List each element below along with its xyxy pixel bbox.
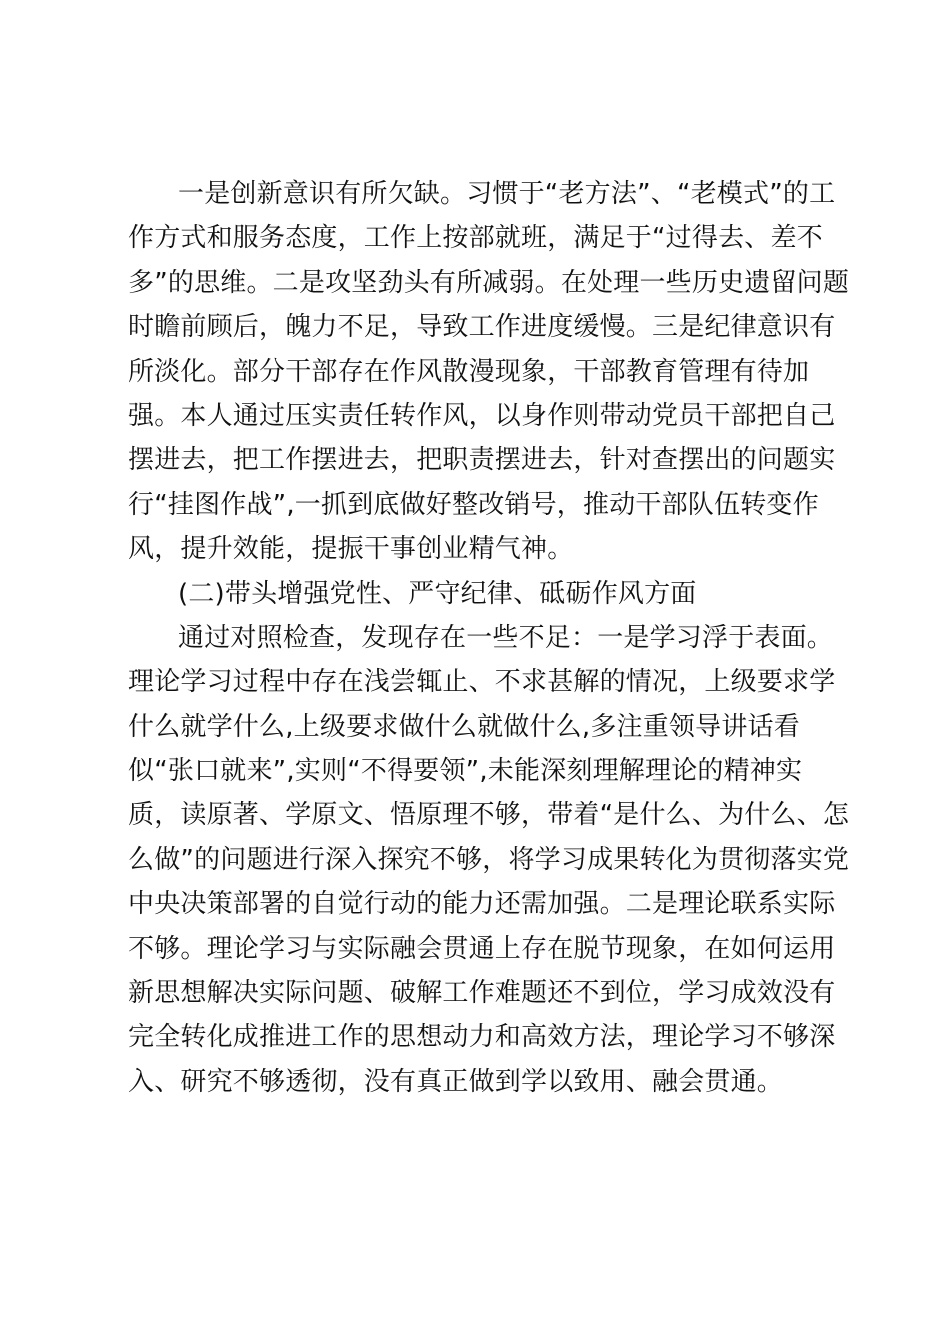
document-body [128, 172, 850, 1104]
paragraph-1-line-6: 强。本人通过压实责任转作风，以身作则带动党员干部把自己 [128, 400, 836, 431]
paragraph-1-line-9: 风，提升效能，提振干事创业精气神。 [128, 534, 574, 565]
section-heading: (二)带头增强党性、严守纪律、砥砺作风方面 [178, 578, 697, 609]
paragraph-2-line-1: 通过对照检查，发现存在一些不足：一是学习浮于表面。 [178, 622, 834, 653]
paragraph-2-line-2: 理论学习过程中存在浅尝辄止、不求甚解的情况，上级要求学 [128, 667, 836, 698]
paragraph-2-line-6: 么做”的问题进行深入探究不够，将学习成果转化为贯彻落实党 [128, 844, 850, 875]
paragraph-2-line-7: 中央决策部署的自觉行动的能力还需加强。二是理论联系实际 [128, 889, 836, 920]
paragraph-1-line-8: 行“挂图作战”,一抓到底做好整改销号，推动干部队伍转变作 [128, 489, 819, 520]
paragraph-1-line-3: 多”的思维。二是攻坚劲头有所减弱。在处理一些历史遗留问题 [128, 267, 850, 298]
paragraph-1-line-4: 时瞻前顾后，魄力不足，导致工作进度缓慢。三是纪律意识有 [128, 312, 836, 343]
paragraph-1-line-2: 作方式和服务态度，工作上按部就班，满足于“过得去、差不 [128, 223, 823, 254]
paragraph-2-line-11: 入、研究不够透彻，没有真正做到学以致用、融会贯通。 [128, 1066, 784, 1097]
paragraph-1-line-5: 所淡化。部分干部存在作风散漫现象，干部教育管理有待加 [128, 356, 810, 387]
paragraph-2-line-4: 似“张口就来”,实则“不得要领”,未能深刻理解理论的精神实 [128, 756, 803, 787]
paragraph-2-line-3: 什么就学什么,上级要求做什么就做什么,多注重领导讲话看 [128, 711, 800, 742]
paragraph-1-line-7: 摆进去，把工作摆进去，把职责摆进去，针对查摆出的问题实 [128, 445, 836, 476]
paragraph-2-line-8: 不够。理论学习与实际融会贯通上存在脱节现象，在如何运用 [128, 933, 836, 964]
paragraph-2-line-5: 质，读原著、学原文、悟原理不够，带着“是什么、为什么、怎 [128, 800, 850, 831]
paragraph-1-line-1: 一是创新意识有所欠缺。习惯于“老方法”、“老模式”的工 [178, 179, 836, 209]
paragraph-2-line-9: 新思想解决实际问题、破解工作难题还不到位，学习成效没有 [128, 978, 836, 1009]
paragraph-2-line-10: 完全转化成推进工作的思想动力和高效方法，理论学习不够深 [128, 1022, 836, 1053]
